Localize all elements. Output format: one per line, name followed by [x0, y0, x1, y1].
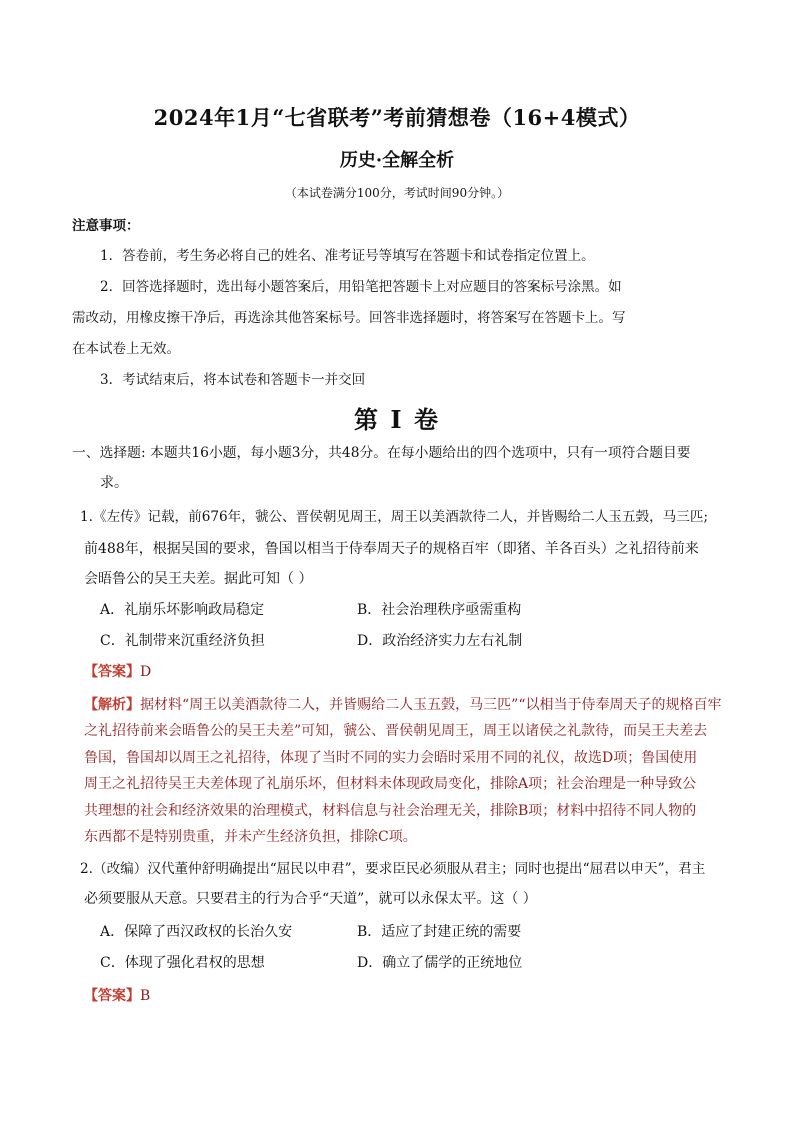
- q1-analysis-line-3: 鲁国，鲁国却以周王之礼招待，体现了当时不同的实力会晤时采用不同的礼仪，故选D项；鲁国使用: [84, 750, 698, 766]
- q2-answer: [84, 986, 150, 1006]
- document-title: 2024年1月“七省联考”考前猜想卷（16+4模式）: [153, 105, 641, 130]
- q2-stem-line-1: 2.（改编）汉代董仲舒明确提出“屈民以申君”，要求臣民必须服从君主；同时也提出“屈君以申天”，君主: [80, 861, 706, 877]
- q1-stem-line-1: 1.《左传》记载，前676年，虢公、晋侯朝见周王，周王以美酒款待二人，并皆赐给二人玉五瑴，马三匹;: [80, 509, 709, 525]
- q2-option-a: A．保障了西汉政权的长治久安: [100, 924, 293, 940]
- q2-stem-line-2: 必须要服从天意。只要君主的行为合乎“天道”，就可以永保太平。这（ ）: [84, 891, 537, 907]
- q2-option-c: C．体现了强化君权的思想: [100, 955, 265, 971]
- q1-analysis-text-1: 据材料“周王以美酒款待二人，并皆赐给二人玉五瑴，马三匹”“以相当于侍奉周天子的规格百牢: [140, 697, 722, 713]
- q1-stem-line-3: 会晤鲁公的吴王夫差。据此可知（ ）: [84, 571, 313, 587]
- section-intro-line-2: 求。: [100, 475, 128, 491]
- notice-item-3: 3．考试结束后，将本试卷和答题卡一并交回: [100, 372, 366, 388]
- q1-analysis-line-2: 之礼招待前来会晤鲁公的吴王夫差”可知，虢公、晋侯朝见周王，周王以诸侯之礼款待，而吴王夫差去: [84, 723, 708, 739]
- notice-item-2-line-2: 需改动，用橡皮擦干净后，再选涂其他答案标号。回答非选择题时，将答案写在答题卡上。写: [72, 310, 626, 326]
- q1-analysis-line-4: 周王之礼招待吴王夫差体现了礼崩乐坏，但材料未体现政局变化，排除A项；社会治理是一种导致公: [84, 776, 697, 792]
- exam-note: （本试卷满分100分，考试时间90分钟。）: [284, 186, 510, 200]
- q1-analysis-line-6: 东西都不是特别贵重，并未产生经济负担，排除C项。: [84, 829, 417, 845]
- q2-answer-value: B: [140, 988, 151, 1004]
- q1-analysis-line-1: [84, 692, 721, 719]
- q2-option-d: D．确立了儒学的正统地位: [357, 955, 523, 971]
- notice-item-2-line-1: 2．回答选择题时，选出每小题答案后，用铅笔把答题卡上对应题目的答案标号涂黑。如: [100, 279, 622, 295]
- q1-analysis-tag: 【解析】: [84, 697, 140, 713]
- notice-item-1: 1．答卷前，考生务必将自己的姓名、准考证号等填写在答题卡和试卷指定位置上。: [100, 248, 595, 264]
- q1-answer-tag: 【答案】: [84, 664, 140, 680]
- section-intro-line-1: 一、选择题: 本题共16小题，每小题3分，共48分。在每小题给出的四个选项中，只有一项符合题目要: [72, 445, 691, 461]
- q1-option-d: D．政治经济实力左右礼制: [357, 633, 523, 649]
- q1-analysis-line-5: 共理想的社会和经济效果的治理模式，材料信息与社会治理无关，排除B项；材料中招待不同人物的: [84, 803, 697, 819]
- q2-option-b: B．适应了封建正统的需要: [357, 924, 522, 940]
- q1-option-c: C．礼制带来沉重经济负担: [100, 633, 265, 649]
- section-heading: 第 I 卷: [354, 405, 440, 434]
- notice-heading: 注意事项：: [72, 218, 140, 234]
- q1-option-a: A．礼崩乐坏影响政局稳定: [100, 602, 265, 618]
- notice-item-2-line-3: 在本试卷上无效。: [72, 341, 180, 357]
- q2-answer-tag: 【答案】: [84, 988, 140, 1004]
- q1-answer: [84, 662, 151, 682]
- q1-answer-value: D: [140, 664, 152, 680]
- q1-stem-line-2: 前488年，根据吴国的要求，鲁国以相当于侍奉周天子的规格百牢（即猪、羊各百头）之礼招待前来: [84, 541, 699, 557]
- document-subtitle: 历史·全解全析: [339, 150, 455, 171]
- q1-option-b: B．社会治理秩序亟需重构: [357, 602, 522, 618]
